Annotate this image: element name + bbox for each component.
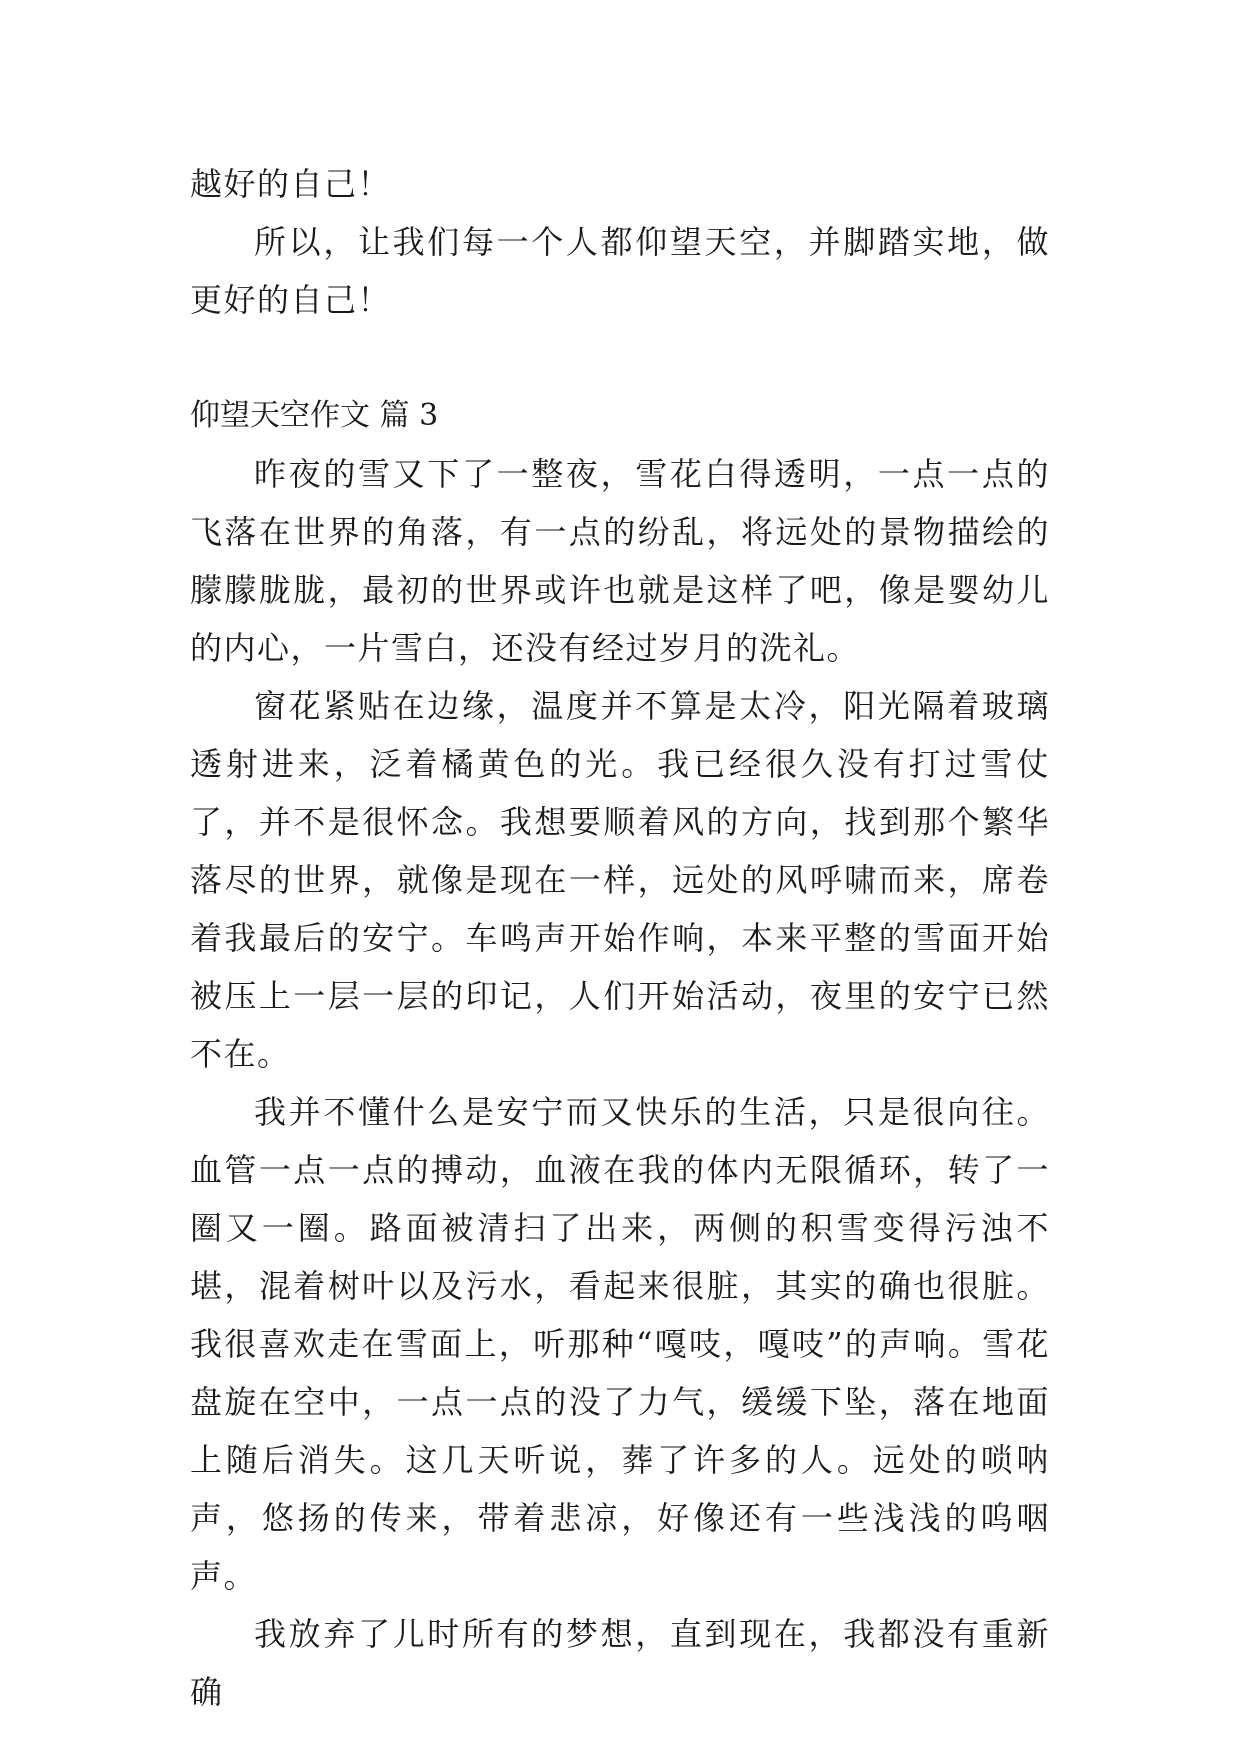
paragraph-1: 昨夜的雪又下了一整夜，雪花白得透明，一点一点的飞落在世界的角落，有一点的纷乱，将远处的景物描绘的朦朦胧胧，最初的世界或许也就是这样了吧，像是婴幼儿的内心，一片雪白，还没有经过岁月的洗礼。 [190,455,1050,667]
intro-paragraph: 所以，让我们每一个人都仰望天空，并脚踏实地，做更好的自己！ [190,223,1050,319]
document-page [190,155,1050,1721]
section-title: 仰望天空作文 篇 3 [190,398,439,433]
paragraph-3: 我并不懂什么是安宁而又快乐的生活，只是很向往。血管一点一点的搏动，血液在我的体内无限循环，转了一圈又一圈。路面被清扫了出来，两侧的积雪变得污浊不堪，混着树叶以及污水，看起来很脏，其实的确也很脏。我很喜欢走在雪面上，听那种“嘎吱，嘎吱”的声响。雪花盘旋在空中，一点一点的没了力气，缓缓下坠，落在地面上随后消失。这几天听说，葬了许多的人。远处的唢呐声，悠扬的传来，带着悲凉，好像还有一些浅浅的呜咽声。 [190,1093,1050,1595]
intro-tail-text: 越好的自己！ [190,165,392,203]
paragraph-4: 我放弃了儿时所有的梦想，直到现在，我都没有重新确 [190,1615,1050,1711]
paragraph-2: 窗花紧贴在边缘，温度并不算是太冷，阳光隔着玻璃透射进来，泛着橘黄色的光。我已经很久没有打过雪仗了，并不是很怀念。我想要顺着风的方向，找到那个繁华落尽的世界，就像是现在一样，远处的风呼啸而来，席卷着我最后的安宁。车鸣声开始作响，本来平整的雪面开始被压上一层一层的印记，人们开始活动，夜里的安宁已然不在。 [190,687,1050,1073]
